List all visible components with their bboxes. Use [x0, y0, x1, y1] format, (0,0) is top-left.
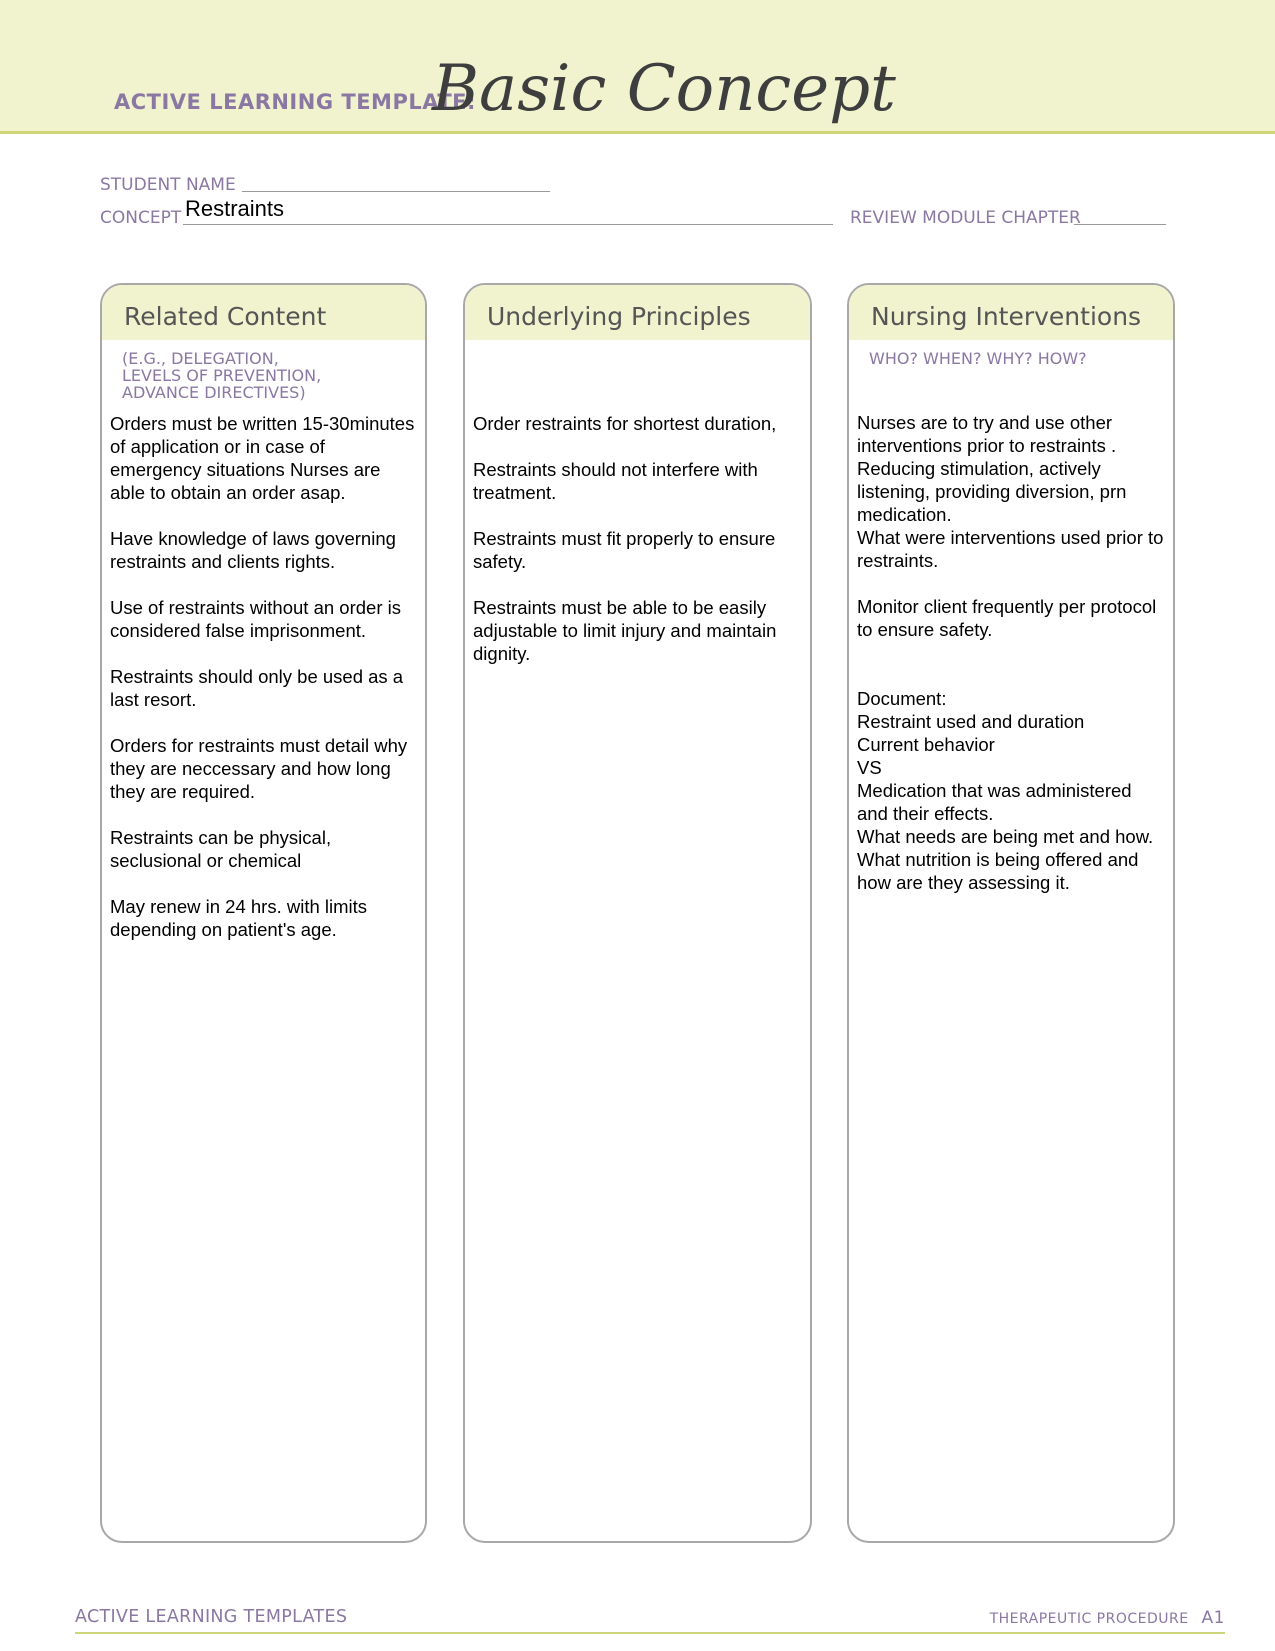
concept-field[interactable] — [183, 196, 833, 225]
nursing-interventions-text[interactable]: Nurses are to try and use other interventions prior to restraints . Reducing stimulation, actively listening, providing diversion, prn medication. What were interventions used prior to restraints. Monitor client frequently per protocol to ensure safety. Document: Restraint used and duration Current behavior VS Medication that was administered and their effects. What needs are being met and how. What nutrition is being offered and how are they assessing it. — [857, 412, 1164, 893]
footer-series-label: ACTIVE LEARNING TEMPLATES — [75, 1607, 348, 1627]
related-content-panel — [100, 283, 427, 1543]
header-banner — [0, 0, 1275, 134]
student-name-label: STUDENT NAME — [100, 175, 236, 195]
related-content-text[interactable]: Orders must be written 15-30minutes of application or in case of emergency situations Nurses are able to obtain an order asap. Have knowledge of laws governing restraints and clients rights. Use of restraints without an order is considered false imprisonment. Restraints should only be used as a last resort. Orders for restraints must detail why they are neccessary and how long they are required. Restraints can be physical, seclusional or chemical May renew in 24 hrs. with limits depending on patient's age. — [110, 413, 415, 940]
nursing-interventions-panel — [847, 283, 1175, 1543]
nursing-interventions-hint: WHO? WHEN? WHY? HOW? — [869, 349, 1087, 368]
chapter-field[interactable] — [1074, 224, 1166, 225]
page-title: Basic Concept — [432, 52, 896, 126]
underlying-principles-title: Underlying Principles — [465, 285, 810, 340]
concept-value: Restraints — [185, 196, 285, 221]
concept-label: CONCEPT — [100, 208, 182, 228]
chapter-label: REVIEW MODULE CHAPTER — [850, 208, 1081, 228]
underlying-principles-hint — [483, 340, 810, 350]
underlying-principles-text[interactable]: Order restraints for shortest duration, Restraints should not interfere with treatment. Restraints must fit properly to ensure safety. Restraints must be able to be easily adjustable to limit injury and maintain dignity. — [473, 413, 777, 664]
footer-page-code: A1 — [1201, 1608, 1225, 1628]
footer-divider — [75, 1632, 1225, 1634]
footer-section — [990, 1608, 1225, 1628]
template-label: ACTIVE LEARNING TEMPLATE: — [114, 90, 476, 114]
related-content-title: Related Content — [102, 285, 425, 340]
student-name-field[interactable] — [242, 191, 550, 192]
footer-section-label: THERAPEUTIC PROCEDURE — [989, 1611, 1189, 1627]
underlying-principles-panel — [463, 283, 812, 1543]
related-content-hint: (E.G., DELEGATION, LEVELS OF PREVENTION, ADVANCE DIRECTIVES) — [122, 349, 322, 402]
nursing-interventions-title: Nursing Interventions — [849, 285, 1173, 340]
